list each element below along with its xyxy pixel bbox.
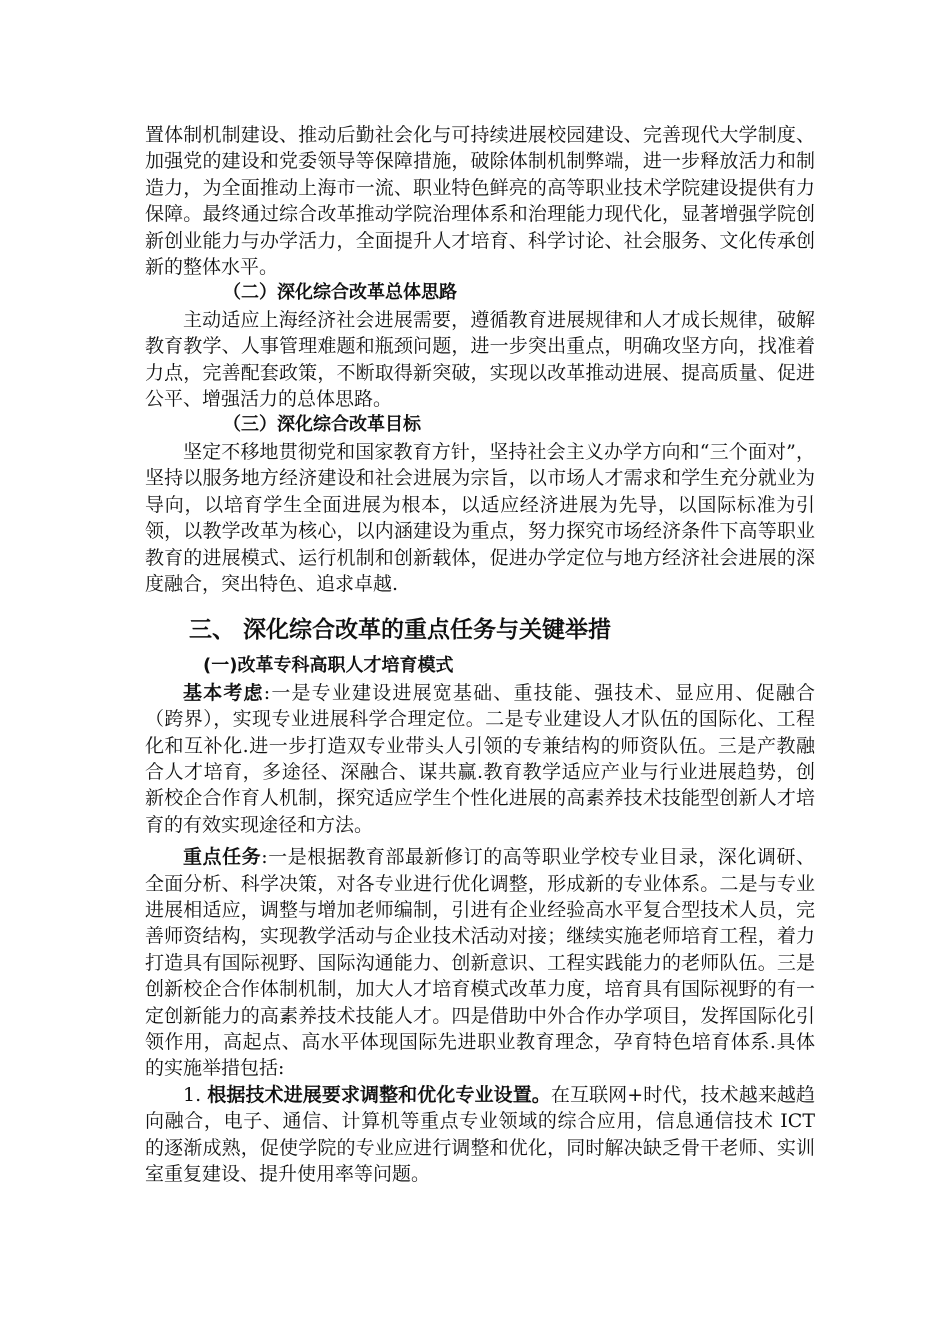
key-tasks-text: :一是根据教育部最新修订的高等职业学校专业目录，深化调研、全面分析、科学决策，对各专业进行优化调整，形成新的专业体系。二是与专业进展相适应，调整与增加老师编制，引进有企业经验高水平复合型技术人员，完善师资结构，实现教学活动与企业技术活动对接；继续实施老师培育工程，着力打造具有国际视野、国际沟通能力、创新意识、工程实践能力的老师队伍。三是创新校企合作体制机制，加大人才培育模式改革力度，培育具有国际视野的有一定创新能力的高素养技术技能人才。四是借助中外合作办学项目，发挥国际化引领作用，高起点、高水平体现国际先进职业教育理念，孕育特色培育体系.具体的实施举措包括: xyxy=(145,846,815,1080)
basic-considerations-text: :一是专业建设进展宽基础、重技能、强技术、显应用、促融合（跨界），实现专业进展科学合理定位。二是专业建设人才队伍的国际化、工程化和互补化.进一步打造双专业带头人引领的专兼结构的师资队伍。三是产教融合人才培育，多途径、深融合、谋共赢.教育教学适应产业与行业进展趋势，创新校企合作育人机制，探究适应学生个性化进展的高素养技术技能型创新人才培育的有效实现途径和方法。 xyxy=(145,681,815,836)
intro-paragraph: 置体制机制建设、推动后勤社会化与可持续进展校园建设、完善现代大学制度、加强党的建设和党委领导等保障措施，破除体制机制弊端，进一步释放活力和制造力，为全面推动上海市一流、职业特色鲜亮的高等职业技术学院建设提供有力保障。最终通过综合改革推动学院治理体系和治理能力现代化，显著增强学院创新创业能力与办学活力，全面提升人才培育、科学讨论、社会服务、文化传承创新的整体水平。 xyxy=(145,124,815,279)
heading-overall-approach: （二）深化综合改革总体思路 xyxy=(223,282,457,304)
chapter-heading-key-tasks: 三、 深化综合改革的重点任务与关键举措 xyxy=(189,617,612,644)
item-one-paragraph xyxy=(145,1082,815,1188)
overall-approach-paragraph: 主动适应上海经济社会进展需要，遵循教育进展规律和人才成长规律，破解教育教学、人事管理难题和瓶颈问题，进一步突出重点，明确攻坚方向，找准着力点，完善配套政策，不断取得新突破，实现以改革推动进展、提高质量、促进公平、增强活力的总体思路。 xyxy=(145,308,815,411)
basic-considerations-label: 基本考虑 xyxy=(183,681,264,704)
item-one-label: 根据技术进展要求调整和优化专业设置。 xyxy=(207,1083,551,1106)
item-one-text: 在互联网+时代，技术越来越趋向融合，电子、通信、计算机等重点专业领域的综合应用，信息通信技术 ICT 的逐渐成熟，促使学院的专业应进行调整和优化，同时解决缺乏骨干老师、实训室重复建设、提升使用率等问题。 xyxy=(145,1083,815,1186)
basic-considerations-paragraph xyxy=(145,680,815,838)
heading-reform-goals: （三）深化综合改革目标 xyxy=(223,414,421,436)
reform-goals-paragraph: 坚定不移地贯彻党和国家教育方针，坚持社会主义办学方向和“三个面对”，坚持以服务地方经济建设和社会进展为宗旨，以市场人才需求和学生充分就业为导向，以培育学生全面进展为根本，以适应经济进展为先导，以国际标准为引领，以教学改革为核心，以内涵建设为重点，努力探究市场经济条件下高等职业教育的进展模式、运行机制和创新载体，促进办学定位与地方经济社会进展的深度融合，突出特色、追求卓越. xyxy=(145,440,815,595)
key-tasks-label: 重点任务 xyxy=(183,846,262,869)
item-one-number: 1. xyxy=(183,1083,202,1106)
heading-training-model-reform: (一)改革专科高职人才培育模式 xyxy=(203,655,454,677)
key-tasks-paragraph xyxy=(145,844,815,1082)
document-page xyxy=(145,122,815,1187)
